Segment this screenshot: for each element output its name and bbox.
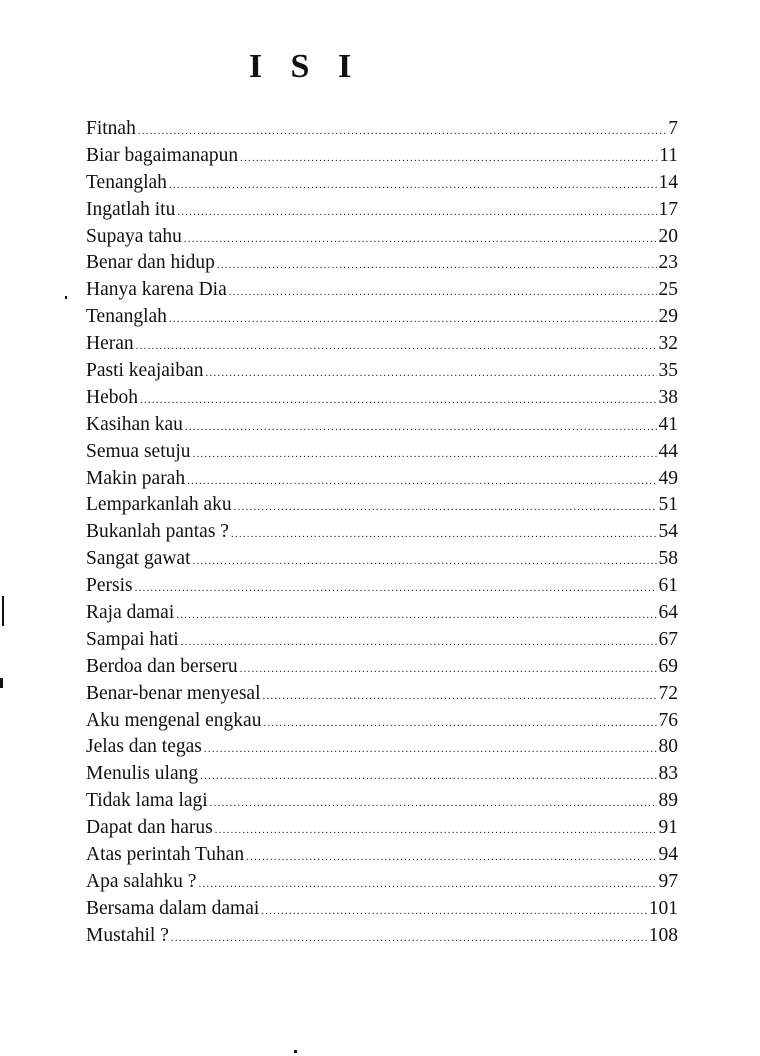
toc-entry — [86, 439, 678, 466]
toc-entry-title: Atas perintah Tuhan — [86, 844, 245, 866]
toc-entry-title: Ingatlah itu — [86, 198, 176, 220]
toc-entry-page-number: 23 — [658, 252, 678, 274]
toc-entry-title: Sampai hati — [86, 628, 179, 650]
toc-entry-title: Dapat dan harus — [86, 817, 213, 839]
toc-entry — [86, 923, 678, 950]
toc-entry-page-number: 67 — [658, 628, 678, 650]
toc-entry-page-number: 20 — [658, 225, 678, 247]
toc-entry-title: Bersama dalam damai — [86, 897, 260, 919]
toc-entry-page-number: 44 — [658, 440, 678, 462]
toc-entry-title: Jelas dan tegas — [86, 736, 202, 758]
dot-leader — [169, 172, 657, 198]
toc-entry-page-number: 61 — [658, 575, 678, 597]
toc-entry-page-number: 54 — [658, 521, 678, 543]
dot-leader — [215, 817, 657, 843]
toc-entry-page-number: 32 — [658, 333, 678, 355]
toc-entry — [86, 896, 678, 923]
toc-entry — [86, 250, 678, 277]
toc-entry — [86, 600, 678, 627]
toc-entry-title: Berdoa dan berseru — [86, 655, 238, 677]
toc-entry — [86, 519, 678, 546]
scan-speck — [294, 1050, 297, 1053]
dot-leader — [204, 736, 657, 762]
toc-entry — [86, 627, 678, 654]
dot-leader — [171, 925, 647, 951]
table-of-contents — [86, 116, 678, 950]
toc-entry-page-number: 29 — [658, 306, 678, 328]
toc-entry — [86, 546, 678, 573]
toc-entry-title: Apa salahku ? — [86, 870, 197, 892]
toc-entry-title: Tidak lama lagi — [86, 790, 208, 812]
toc-entry-title: Menulis ulang — [86, 763, 199, 785]
toc-entry-title: Biar bagaimanapun — [86, 144, 239, 166]
toc-entry — [86, 761, 678, 788]
toc-entry — [86, 654, 678, 681]
dot-leader — [177, 199, 656, 225]
dot-leader — [169, 306, 657, 332]
toc-entry-page-number: 58 — [658, 548, 678, 570]
dot-leader — [246, 844, 656, 870]
toc-entry — [86, 466, 678, 493]
toc-entry — [86, 708, 678, 735]
dot-leader — [140, 387, 657, 413]
toc-entry-page-number: 80 — [658, 736, 678, 758]
toc-entry-title: Semua setuju — [86, 440, 191, 462]
dot-leader — [229, 279, 657, 305]
toc-entry-title: Kasihan kau — [86, 413, 183, 435]
toc-entry-title: Tenanglah — [86, 171, 167, 193]
toc-entry-page-number: 41 — [658, 413, 678, 435]
dot-leader — [217, 252, 657, 278]
dot-leader — [240, 656, 657, 682]
toc-entry — [86, 869, 678, 896]
toc-entry — [86, 331, 678, 358]
toc-entry-page-number: 7 — [668, 118, 678, 139]
toc-entry-title: Benar-benar menyesal — [86, 682, 261, 704]
dot-leader — [210, 790, 657, 816]
toc-entry-title: Hanya karena Dia — [86, 279, 227, 301]
toc-entry-page-number: 101 — [648, 897, 678, 919]
toc-entry-page-number: 97 — [658, 870, 678, 892]
toc-entry-page-number: 49 — [658, 467, 678, 489]
toc-entry — [86, 815, 678, 842]
dot-leader — [200, 763, 656, 789]
toc-entry — [86, 224, 678, 251]
toc-entry-page-number: 64 — [658, 602, 678, 624]
toc-entry — [86, 842, 678, 869]
dot-leader — [206, 360, 657, 386]
toc-entry-title: Tenanglah — [86, 306, 167, 328]
dot-leader — [193, 441, 657, 467]
dot-leader — [261, 898, 646, 924]
dot-leader — [240, 145, 657, 171]
dot-leader — [138, 118, 666, 144]
toc-entry-title: Raja damai — [86, 602, 175, 624]
dot-leader — [231, 521, 657, 547]
toc-entry-page-number: 91 — [658, 817, 678, 839]
toc-entry — [86, 170, 678, 197]
toc-entry-page-number: 17 — [658, 198, 678, 220]
toc-entry-page-number: 25 — [658, 279, 678, 301]
toc-entry — [86, 116, 678, 143]
toc-entry-title: Bukanlah pantas ? — [86, 521, 229, 543]
toc-entry-page-number: 69 — [658, 655, 678, 677]
toc-entry-title: Fitnah — [86, 118, 136, 139]
toc-entry — [86, 304, 678, 331]
toc-entry-title: Pasti keajaiban — [86, 360, 204, 382]
toc-entry-title: Sangat gawat — [86, 548, 191, 570]
toc-entry-page-number: 83 — [658, 763, 678, 785]
toc-entry — [86, 197, 678, 224]
scan-margin-line — [2, 596, 4, 626]
toc-entry-title: Aku mengenal engkau — [86, 709, 262, 731]
scan-margin-mark — [0, 678, 3, 688]
toc-entry — [86, 734, 678, 761]
toc-entry — [86, 277, 678, 304]
toc-entry-title: Persis — [86, 575, 133, 597]
toc-entry-page-number: 11 — [659, 144, 678, 166]
toc-entry-page-number: 76 — [658, 709, 678, 731]
toc-entry-title: Supaya tahu — [86, 225, 182, 247]
toc-entry-page-number: 38 — [658, 386, 678, 408]
toc-entry-title: Heboh — [86, 386, 138, 408]
dot-leader — [187, 468, 656, 494]
toc-entry — [86, 573, 678, 600]
toc-entry-title: Heran — [86, 333, 134, 355]
toc-entry — [86, 492, 678, 519]
toc-entry-title: Mustahil ? — [86, 924, 169, 946]
dot-leader — [184, 226, 657, 252]
toc-entry — [86, 385, 678, 412]
toc-entry-title: Lemparkanlah aku — [86, 494, 232, 516]
toc-entry-page-number: 51 — [658, 494, 678, 516]
toc-entry-page-number: 72 — [658, 682, 678, 704]
dot-leader — [136, 333, 657, 359]
page-title: I S I — [248, 48, 362, 85]
toc-entry — [86, 412, 678, 439]
dot-leader — [193, 548, 657, 574]
toc-entry — [86, 143, 678, 170]
dot-leader — [135, 575, 657, 601]
toc-entry — [86, 681, 678, 708]
dot-leader — [198, 871, 656, 897]
toc-entry — [86, 788, 678, 815]
toc-entry-page-number: 89 — [658, 790, 678, 812]
toc-entry-page-number: 35 — [658, 360, 678, 382]
toc-entry-title: Benar dan hidup — [86, 252, 215, 274]
toc-entry-page-number: 108 — [648, 924, 678, 946]
dot-leader — [176, 602, 656, 628]
toc-entry — [86, 358, 678, 385]
dot-leader — [234, 494, 657, 520]
dot-leader — [262, 683, 656, 709]
toc-entry-page-number: 14 — [658, 171, 678, 193]
dot-leader — [263, 710, 656, 736]
dot-leader — [181, 629, 657, 655]
scan-speck — [65, 296, 67, 299]
toc-entry-page-number: 94 — [658, 844, 678, 866]
dot-leader — [185, 414, 657, 440]
toc-entry-title: Makin parah — [86, 467, 186, 489]
